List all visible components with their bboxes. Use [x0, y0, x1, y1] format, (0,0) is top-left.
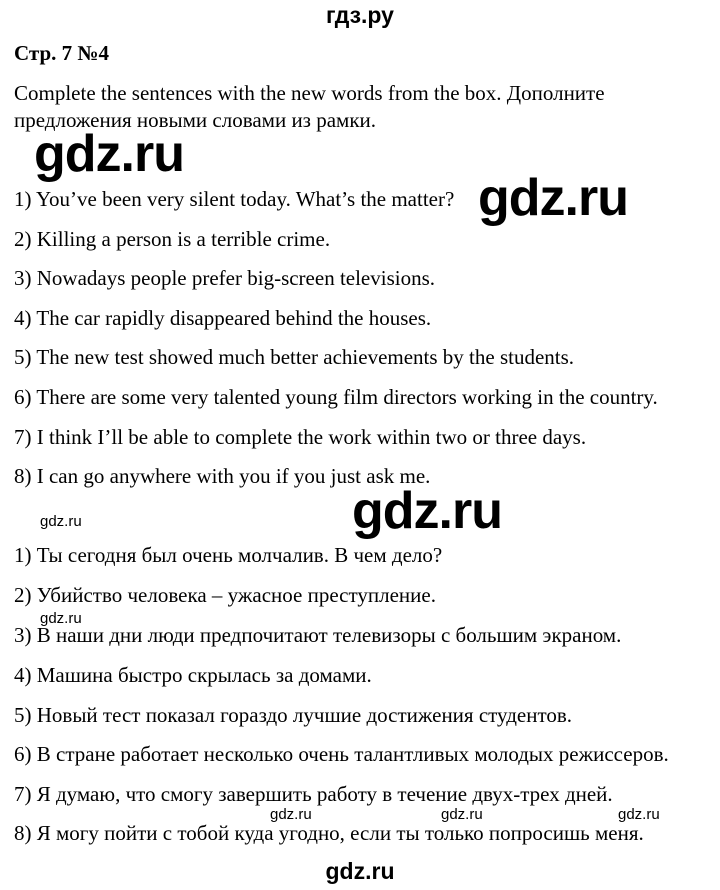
- russian-sentence-1: 1) Ты сегодня был очень молчалив. В чем дело?: [14, 543, 443, 567]
- russian-sentence-6: 6) В стране работает несколько очень талантливых молодых режиссеров.: [14, 742, 669, 766]
- watermark-small: gdz.ru: [40, 610, 82, 627]
- watermark-large: gdz.ru: [34, 125, 184, 183]
- russian-sentence-5: 5) Новый тест показал гораздо лучшие достижения студентов.: [14, 703, 573, 727]
- watermark-small: gdz.ru: [441, 806, 483, 823]
- russian-sentence-2: 2) Убийство человека – ужасное преступление.: [14, 583, 436, 607]
- english-sentence-5: 5) The new test showed much better achievements by the students.: [14, 345, 575, 369]
- english-sentence-7: 7) I think I’ll be able to complete the work within two or three days.: [14, 425, 587, 449]
- task-instruction: Complete the sentences with the new words from the box. Дополните предложения новыми словами из рамки.: [14, 81, 605, 132]
- footer-site: gdz.ru: [325, 858, 395, 884]
- russian-sentence-4: 4) Машина быстро скрылась за домами.: [14, 663, 372, 687]
- watermark-large: gdz.ru: [352, 482, 502, 540]
- russian-sentence-3: 3) В наши дни люди предпочитают телевизоры с большим экраном.: [14, 623, 622, 647]
- russian-sentence-8: 8) Я могу пойти с тобой куда угодно, если ты только попросишь меня.: [14, 821, 644, 845]
- watermark-small: gdz.ru: [618, 806, 660, 823]
- english-sentence-4: 4) The car rapidly disappeared behind the houses.: [14, 306, 432, 330]
- task-title: Стр. 7 №4: [14, 41, 109, 65]
- watermark-small: gdz.ru: [270, 806, 312, 823]
- site-header: гдз.ру: [326, 2, 394, 28]
- english-sentence-8: 8) I can go anywhere with you if you just ask me.: [14, 464, 431, 488]
- russian-sentence-7: 7) Я думаю, что смогу завершить работу в течение двух-трех дней.: [14, 782, 613, 806]
- english-sentence-2: 2) Killing a person is a terrible crime.: [14, 227, 331, 251]
- english-sentence-1: 1) You’ve been very silent today. What’s the matter?: [14, 187, 455, 211]
- english-sentence-6: 6) There are some very talented young film directors working in the country.: [14, 385, 658, 409]
- english-sentence-3: 3) Nowadays people prefer big-screen televisions.: [14, 266, 436, 290]
- watermark-large: gdz.ru: [478, 169, 628, 227]
- watermark-small: gdz.ru: [40, 513, 82, 530]
